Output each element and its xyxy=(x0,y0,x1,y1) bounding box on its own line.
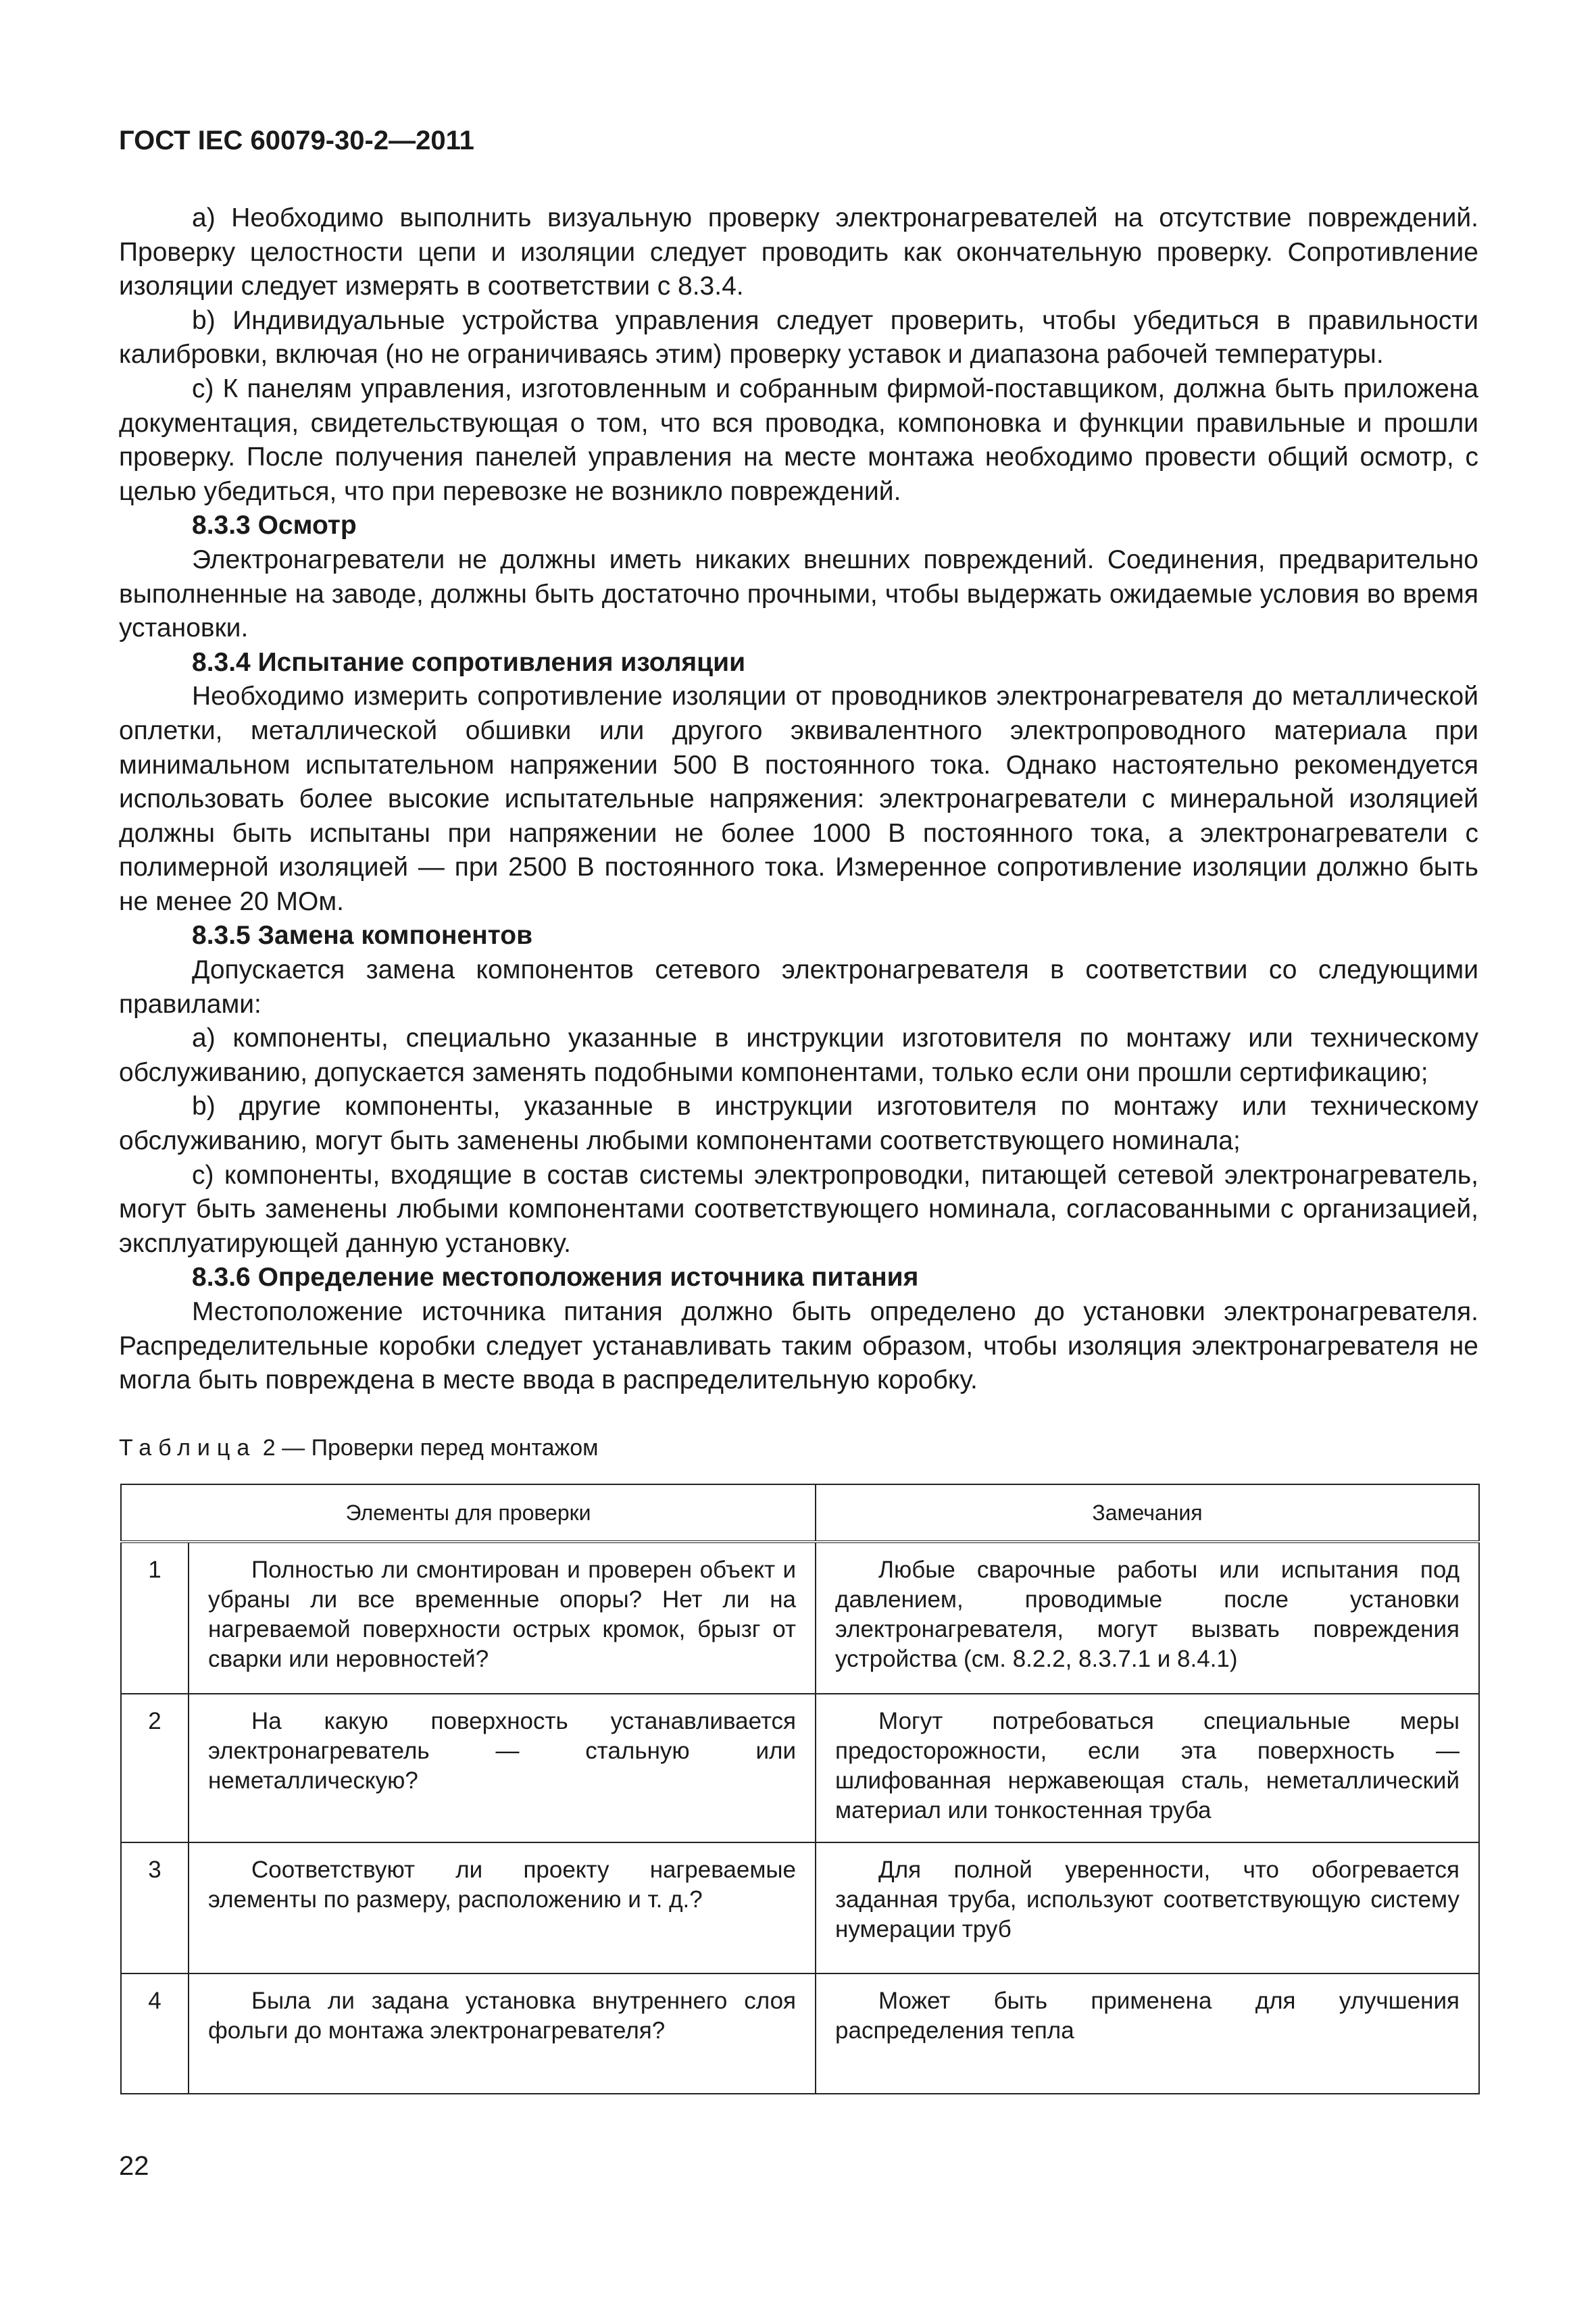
column-header-items: Элементы для проверки xyxy=(121,1484,816,1542)
note-cell xyxy=(816,1694,1479,1842)
document-header: ГОСТ IEC 60079-30-2—2011 xyxy=(119,126,474,155)
note-cell xyxy=(816,1973,1479,2094)
row-number: 2 xyxy=(121,1694,189,1842)
paragraph-replacement-c: c) компоненты, входящие в состав системы электропроводки, питающей сетевой электронагреватель, могут быть заменены любыми компонентами соответствующего номинала, согласованными с организацией, эксплуатирующей данную установку. xyxy=(119,1160,1478,1258)
table-header-row xyxy=(121,1484,1479,1542)
check-item-text: На какую поверхность устанавливается электронагреватель — стальную или неметаллическую? xyxy=(208,1708,797,1794)
pre-installation-checks-table xyxy=(120,1484,1480,2094)
table-caption-label: Таблица xyxy=(119,1435,257,1461)
check-item-cell xyxy=(189,1694,816,1842)
note-cell xyxy=(816,1542,1479,1694)
paragraph-inspection: Электронагреватели не должны иметь никаких внешних повреждений. Соединения, предварительно выполненные на заводе, должны быть достаточно прочными, чтобы выдержать ожидаемые условия во время установки. xyxy=(119,545,1478,643)
paragraph-insulation-test: Необходимо измерить сопротивление изоляции от проводников электронагревателя до металлической оплетки, металлической обшивки или другого эквивалентного электропроводного материала при минимальном испытательном напряжении 500 В постоянного тока. Однако настоятельно рекомендуется использовать более высокие испытательные напряжения: электронагреватели с минеральной изоляцией должны быть испытаны при напряжении не более 1000 В постоянного тока, а электронагреватели с полимерной изоляцией — при 2500 В постоянного тока. Измеренное сопротивление изоляции должно быть не менее 20 МОм. xyxy=(119,682,1478,916)
check-item-cell xyxy=(189,1842,816,1973)
paragraph-replacement-intro: Допускается замена компонентов сетевого электронагревателя в соответствии со следующими правилами: xyxy=(119,955,1478,1019)
check-item-text: Была ли задана установка внутреннего слоя фольги до монтажа электронагревателя? xyxy=(208,1988,797,2044)
row-number: 1 xyxy=(121,1542,189,1694)
note-text: Любые сварочные работы или испытания под давлением, проводимые после установки электронагревателя, могут вызвать повреждения устройства (см. 8.2.2, 8.3.7.1 и 8.4.1) xyxy=(835,1557,1460,1672)
row-number: 3 xyxy=(121,1842,189,1973)
check-item-cell xyxy=(189,1542,816,1694)
paragraph-power-source-location: Местоположение источника питания должно быть определено до установки электронагревателя. Распределительные коробки следует устанавливать таким образом, чтобы изоляция электронагревателя не могла быть повреждена в месте ввода в распределительную коробку. xyxy=(119,1297,1478,1395)
table-caption xyxy=(119,1435,599,1461)
table-caption-text: 2 — Проверки перед монтажом xyxy=(262,1435,599,1461)
check-item-cell xyxy=(189,1973,816,2094)
check-item-text: Полностью ли смонтирован и проверен объект и убраны ли все временные опоры? Нет ли на нагреваемой поверхности острых кромок, брызг от сварки или неровностей? xyxy=(208,1557,797,1672)
page-number: 22 xyxy=(119,2151,149,2181)
check-item-text: Соответствуют ли проекту нагреваемые элементы по размеру, расположению и т. д.? xyxy=(208,1857,797,1913)
note-text: Может быть применена для улучшения распределения тепла xyxy=(835,1988,1460,2044)
paragraph-replacement-b: b) другие компоненты, указанные в инструкции изготовителя по монтажу или техническому обслуживанию, могут быть заменены любыми компонентами соответствующего номинала; xyxy=(119,1092,1478,1156)
section-heading-8-3-3: 8.3.3 Осмотр xyxy=(192,511,357,540)
column-header-notes: Замечания xyxy=(816,1484,1479,1542)
note-cell xyxy=(816,1842,1479,1973)
section-heading-8-3-5: 8.3.5 Замена компонентов xyxy=(192,921,533,951)
section-heading-8-3-4: 8.3.4 Испытание сопротивления изоляции xyxy=(192,647,746,677)
table-row xyxy=(121,1694,1479,1842)
table-row xyxy=(121,1842,1479,1973)
paragraph-b-control-devices: b) Индивидуальные устройства управления следует проверить, чтобы убедиться в правильности калибровки, включая (но не ограничиваясь этим) проверку уставок и диапазона рабочей температуры. xyxy=(119,305,1478,370)
note-text: Могут потребоваться специальные меры предосторожности, если эта поверхность — шлифованная нержавеющая сталь, неметаллический материал или тонкостенная труба xyxy=(835,1708,1460,1823)
table-row xyxy=(121,1542,1479,1694)
note-text: Для полной уверенности, что обогревается заданная труба, используют соответствующую систему нумерации труб xyxy=(835,1857,1460,1942)
paragraph-c-control-panels: c) К панелям управления, изготовленным и собранным фирмой-поставщиком, должна быть приложена документация, свидетельствующая о том, что вся проводка, компоновка и функции правильные и прошли проверку. После получения панелей управления на месте монтажа необходимо провести общий осмотр, с целью убедиться, что при перевозке не возникло повреждений. xyxy=(119,374,1478,506)
row-number: 4 xyxy=(121,1973,189,2094)
paragraph-a-visual-check: а) Необходимо выполнить визуальную проверку электронагревателей на отсутствие повреждений. Проверку целостности цепи и изоляции следует проводить как окончательную проверку. Сопротивление изоляции следует измерять в соответствии с 8.3.4. xyxy=(119,203,1478,301)
table-row xyxy=(121,1973,1479,2094)
section-heading-8-3-6: 8.3.6 Определение местоположения источника питания xyxy=(192,1263,919,1292)
body-text xyxy=(119,201,1478,1398)
paragraph-replacement-a: а) компоненты, специально указанные в инструкции изготовителя по монтажу или техническому обслуживанию, допускается заменять подобными компонентами, только если они прошли сертификацию; xyxy=(119,1024,1478,1087)
